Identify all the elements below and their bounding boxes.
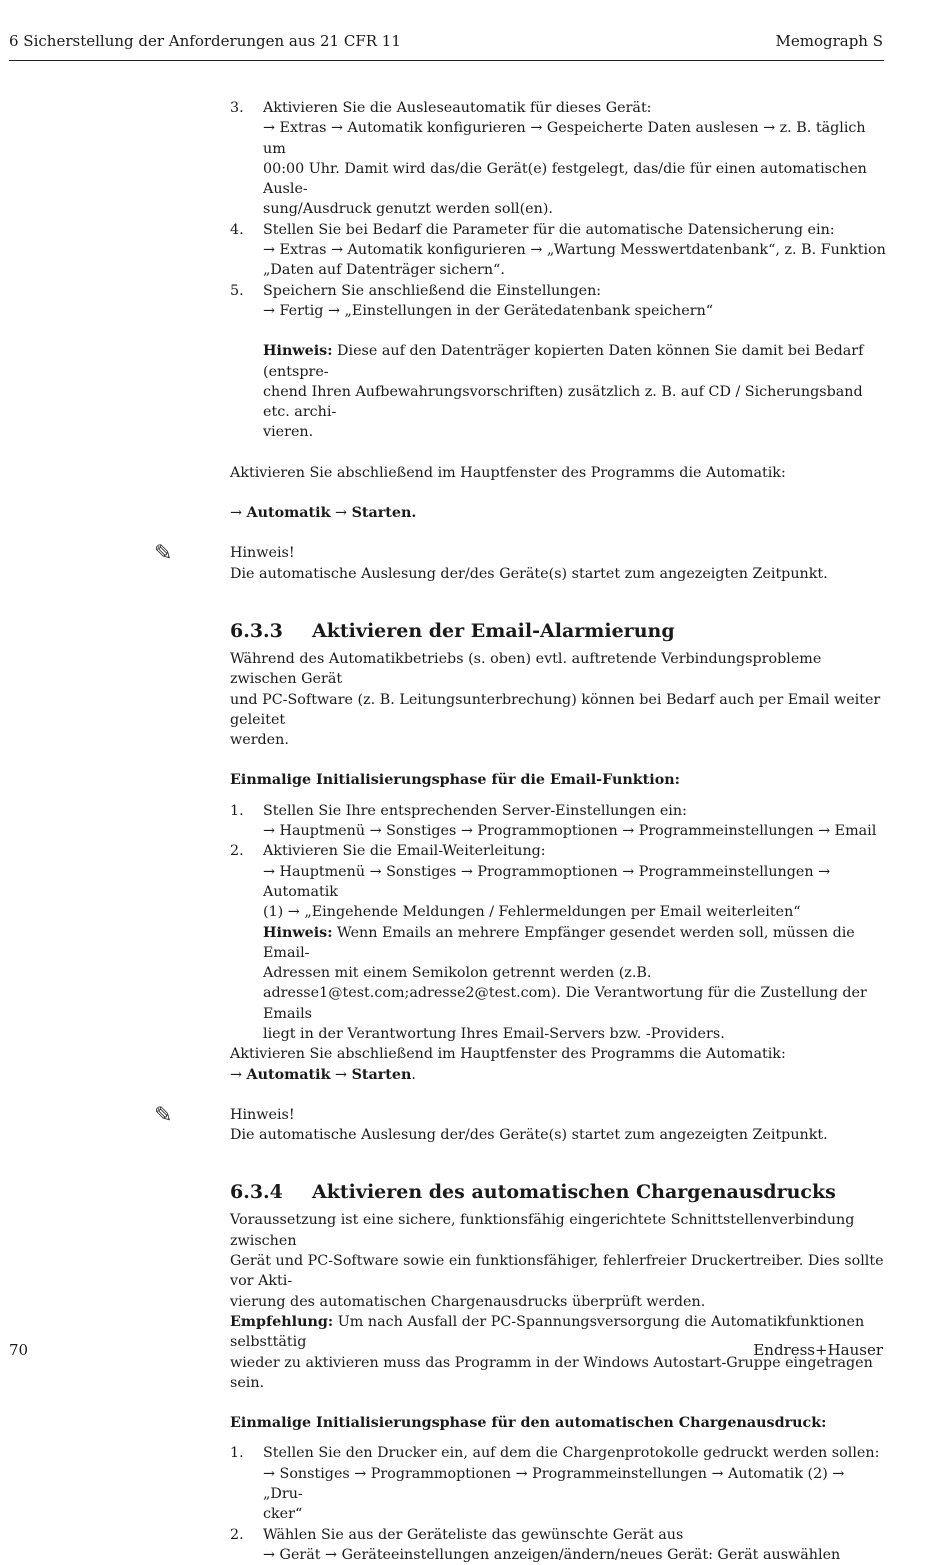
section-heading xyxy=(230,618,886,644)
paragraph-line: werden. xyxy=(230,732,289,749)
hint-line: adresse1@test.com;adresse2@test.com). Die Verantwortung für die Zustellung der Emails xyxy=(263,985,867,1022)
brand-name: Endress+Hauser xyxy=(753,1341,883,1359)
arrow-icon: → xyxy=(230,505,247,522)
product-name: Memograph S xyxy=(775,32,883,50)
spacer xyxy=(230,483,886,503)
spacer xyxy=(230,443,886,463)
list-line: Stellen Sie Ihre entsprechenden Server-Einstellungen ein: xyxy=(263,802,687,819)
list-item xyxy=(230,841,886,1044)
list-line: → Extras → Automatik konfigurieren → „Wartung Messwertdatenbank“, z. B. Funktion xyxy=(263,242,886,259)
list-item xyxy=(230,801,886,842)
list-line: Speichern Sie anschließend die Einstellungen: xyxy=(263,282,602,299)
pencil-icon: ✎ xyxy=(154,1102,173,1128)
section-number: 6.3.3 xyxy=(230,619,283,642)
hint-text: Diese auf den Datenträger kopierten Daten können Sie damit bei Bedarf (entspre- xyxy=(263,343,864,380)
activate-path xyxy=(230,1065,886,1085)
list-line: Aktivieren Sie die Ausleseautomatik für dieses Gerät: xyxy=(263,100,652,116)
recommend-text: Um nach Ausfall der PC-Spannungsversorgung die Automatikfunktionen selbsttätig xyxy=(230,1313,865,1351)
paragraph-line: Gerät und PC-Software sowie ein funktionsfähiger, fehlerfreier Druckertreiber. Dies sollte vor Akti- xyxy=(230,1253,884,1290)
list-line: → Hauptmenü → Sonstiges → Programmoptionen → Programmeinstellungen → Email xyxy=(263,823,877,840)
hint-text: Wenn Emails an mehrere Empfänger gesendet werden soll, müssen die Email- xyxy=(263,924,855,961)
spacer xyxy=(230,1165,886,1179)
list-line: 00:00 Uhr. Damit wird das/die Gerät(e) festgelegt, das/die für einen automatischen Ausle- xyxy=(263,160,867,198)
pencil-icon: ✎ xyxy=(154,541,173,567)
hint-paragraph xyxy=(263,923,886,964)
spacer xyxy=(230,750,886,770)
paragraph-line: und PC-Software (z. B. Leitungsunterbrechung) können bei Bedarf auch per Email weiter geleitet xyxy=(230,691,881,728)
list-number: 2. xyxy=(230,1526,244,1543)
subheading: Einmalige Initialisierungsphase für den automatischen Chargenausdruck: xyxy=(230,1415,827,1432)
spacer xyxy=(230,604,886,618)
list-item xyxy=(230,1525,886,1565)
arrow-icon: → xyxy=(230,1066,247,1083)
spacer xyxy=(230,523,886,543)
path-starten: Starten. xyxy=(351,505,417,522)
section-title: Aktivieren des automatischen Chargenausdrucks xyxy=(312,1181,836,1204)
spacer xyxy=(263,321,886,341)
section-heading xyxy=(230,1179,886,1205)
arrow-icon: → xyxy=(330,505,352,522)
list-item xyxy=(230,281,886,443)
header-rule xyxy=(9,60,884,61)
spacer xyxy=(230,1085,886,1105)
hint-line: liegt in der Verantwortung Ihres Email-Servers bzw. -Providers. xyxy=(263,1025,725,1042)
hint-label: Hinweis: xyxy=(263,924,333,941)
section-title: Aktivieren der Email-Alarmierung xyxy=(312,619,675,642)
path-automatik: Automatik xyxy=(246,1066,331,1083)
arrow-icon: → xyxy=(330,1066,352,1083)
hint-line: vieren. xyxy=(263,424,314,441)
list-number: 1. xyxy=(230,802,244,819)
list-item xyxy=(230,98,886,220)
chapter-title: 6 Sicherstellung der Anforderungen aus 21 CFR 11 xyxy=(9,32,401,50)
path-automatik: Automatik xyxy=(246,505,331,522)
page-footer xyxy=(9,1340,883,1360)
spacer xyxy=(230,1145,886,1165)
list-line: → Sonstiges → Programmoptionen → Programmeinstellungen → Automatik (2) → „Dru- xyxy=(263,1465,845,1503)
list-line: cker“ xyxy=(263,1506,303,1523)
spacer xyxy=(230,1393,886,1413)
list-number: 2. xyxy=(230,843,244,860)
recommend-label: Empfehlung: xyxy=(230,1313,334,1330)
period: . xyxy=(411,1066,416,1083)
note-text: Die automatische Auslesung der/des Geräte(s) startet zum angezeigten Zeitpunkt. xyxy=(230,565,828,582)
list-number: 1. xyxy=(230,1445,244,1462)
list-line: → Gerät → Geräteeinstellungen anzeigen/ändern/neues Gerät: Gerät auswählen xyxy=(263,1546,841,1563)
note-box xyxy=(154,1102,886,1146)
spacer xyxy=(230,791,886,801)
note-text: Die automatische Auslesung der/des Geräte(s) startet zum angezeigten Zeitpunkt. xyxy=(230,1127,828,1144)
list-line: sung/Ausdruck genutzt werden soll(en). xyxy=(263,201,553,218)
paragraph-line: Voraussetzung ist eine sichere, funktionsfähig eingerichtete Schnittstellenverbindung zwischen xyxy=(230,1212,855,1249)
list-line: Stellen Sie bei Bedarf die Parameter für die automatische Datensicherung ein: xyxy=(263,221,835,238)
note-title: Hinweis! xyxy=(230,545,295,562)
list-line: → Fertig → „Einstellungen in der Gerätedatenbank speichern“ xyxy=(263,302,714,319)
spacer xyxy=(230,584,886,604)
list-line: Aktivieren Sie die Email-Weiterleitung: xyxy=(263,843,546,860)
note-box xyxy=(154,541,886,584)
list-number: 5. xyxy=(230,282,244,299)
paragraph-line: wieder zu aktivieren muss das Programm in der Windows Autostart-Gruppe eingetragen sein. xyxy=(230,1354,873,1391)
list-line: Stellen Sie den Drucker ein, auf dem die Chargenprotokolle gedruckt werden sollen: xyxy=(263,1445,880,1462)
hint-line: Adressen mit einem Semikolon getrennt werden (z.B. xyxy=(263,965,652,982)
list-number: 4. xyxy=(230,221,244,238)
activate-path xyxy=(230,503,886,523)
paragraph-line: vierung des automatischen Chargenausdrucks überprüft werden. xyxy=(230,1293,706,1310)
section-number: 6.3.4 xyxy=(230,1181,283,1204)
list-item xyxy=(230,220,886,281)
list-line: (1) → „Eingehende Meldungen / Fehlermeldungen per Email weiterleiten“ xyxy=(263,904,801,921)
list-number: 3. xyxy=(230,100,244,116)
page-number: 70 xyxy=(9,1341,29,1359)
list-line: → Hauptmenü → Sonstiges → Programmoptionen → Programmeinstellungen → Automatik xyxy=(263,863,831,900)
activate-instruction: Aktivieren Sie abschließend im Hauptfenster des Programms die Automatik: xyxy=(230,1046,786,1063)
hint-line: chend Ihren Aufbewahrungsvorschriften) zusätzlich z. B. auf CD / Sicherungsband etc. archi- xyxy=(263,383,863,421)
hint-label: Hinweis: xyxy=(263,343,333,360)
paragraph-line: Während des Automatikbetriebs (s. oben) evtl. auftretende Verbindungsprobleme zwischen Gerät xyxy=(230,650,822,688)
list-line: „Daten auf Datenträger sichern“. xyxy=(263,262,505,279)
note-title: Hinweis! xyxy=(230,1106,295,1123)
list-line: Wählen Sie aus der Geräteliste das gewünschte Gerät aus xyxy=(263,1526,684,1543)
page-header xyxy=(9,31,883,53)
subheading: Einmalige Initialisierungsphase für die Email-Funktion: xyxy=(230,772,680,789)
list-item xyxy=(230,1443,886,1524)
list-line: → Extras → Automatik konfigurieren → Gespeicherte Daten auslesen → z. B. täglich um xyxy=(263,120,866,157)
activate-instruction: Aktivieren Sie abschließend im Hauptfenster des Programms die Automatik: xyxy=(230,464,786,481)
spacer xyxy=(230,1433,886,1443)
hint-paragraph xyxy=(263,341,886,382)
path-starten: Starten xyxy=(351,1066,412,1083)
